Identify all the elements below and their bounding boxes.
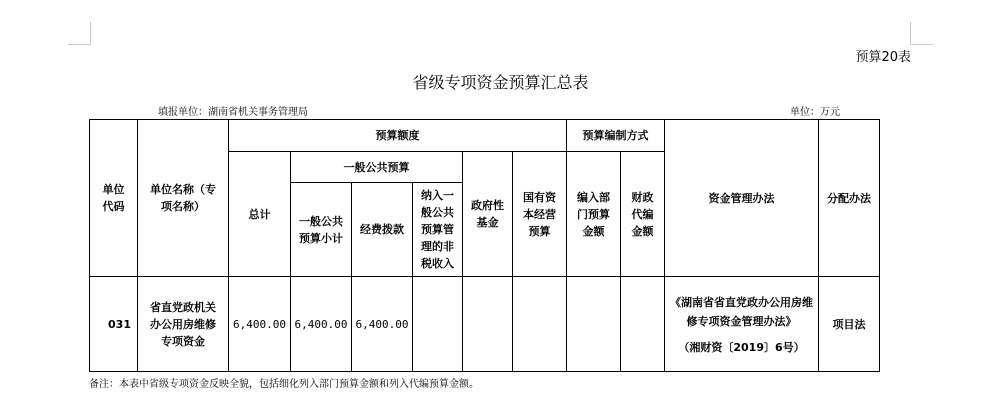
page-corner-mark-left — [68, 22, 91, 45]
cell-non-tax — [413, 277, 463, 372]
header-compile-method: 预算编制方式 — [567, 120, 665, 152]
header-unit-code: 单位代码 — [90, 120, 138, 277]
cell-dept-compiled — [567, 277, 621, 372]
cell-fund-management — [665, 277, 819, 372]
page-corner-mark-right — [910, 22, 933, 45]
header-unit-name: 单位名称（专项名称） — [138, 120, 229, 277]
table-number: 预算20表 — [855, 50, 911, 65]
cell-finance-compiled — [621, 277, 665, 372]
cell-appropriation: 6,400.00 — [352, 277, 413, 372]
cell-allocation: 项目法 — [819, 277, 880, 372]
table-row — [90, 277, 880, 372]
header-allocation: 分配办法 — [819, 120, 880, 277]
header-budget-amount: 预算额度 — [229, 120, 567, 152]
document-title: 省级专项资金预算汇总表 — [412, 73, 589, 92]
header-appropriation: 经费拨款 — [352, 183, 413, 277]
unit-label: 单位：万元 — [790, 107, 840, 118]
cell-general-subtotal: 6,400.00 — [291, 277, 352, 372]
header-finance-compiled: 财政代编金额 — [621, 152, 665, 277]
header-non-tax: 纳入一般公共预算管理的非税收入 — [413, 183, 463, 277]
cell-state-capital — [513, 277, 567, 372]
header-total: 总计 — [229, 152, 291, 277]
cell-unit-name: 省直党政机关办公用房维修专项资金 — [138, 277, 229, 372]
fund-management-ref: （湘财资〔2019〕6号） — [678, 340, 805, 354]
cell-total: 6,400.00 — [229, 277, 291, 372]
fund-management-title: 《湖南省省直党政办公用房维修专项资金管理办法》 — [670, 295, 813, 328]
cell-unit-code: 031 — [90, 277, 138, 372]
header-general-public: 一般公共预算 — [291, 152, 463, 183]
header-dept-compiled: 编入部门预算金额 — [567, 152, 621, 277]
table-note: 备注：本表中省级专项资金反映全貌，包括细化列入部门预算金额和列入代编预算金额。 — [89, 379, 479, 390]
header-gov-fund: 政府性基金 — [463, 152, 513, 277]
budget-summary-table — [89, 119, 880, 372]
header-general-subtotal: 一般公共预算小计 — [291, 183, 352, 277]
reporting-unit: 填报单位：湖南省机关事务管理局 — [158, 107, 308, 118]
cell-gov-fund — [463, 277, 513, 372]
header-state-capital: 国有资本经营预算 — [513, 152, 567, 277]
header-fund-management: 资金管理办法 — [665, 120, 819, 277]
